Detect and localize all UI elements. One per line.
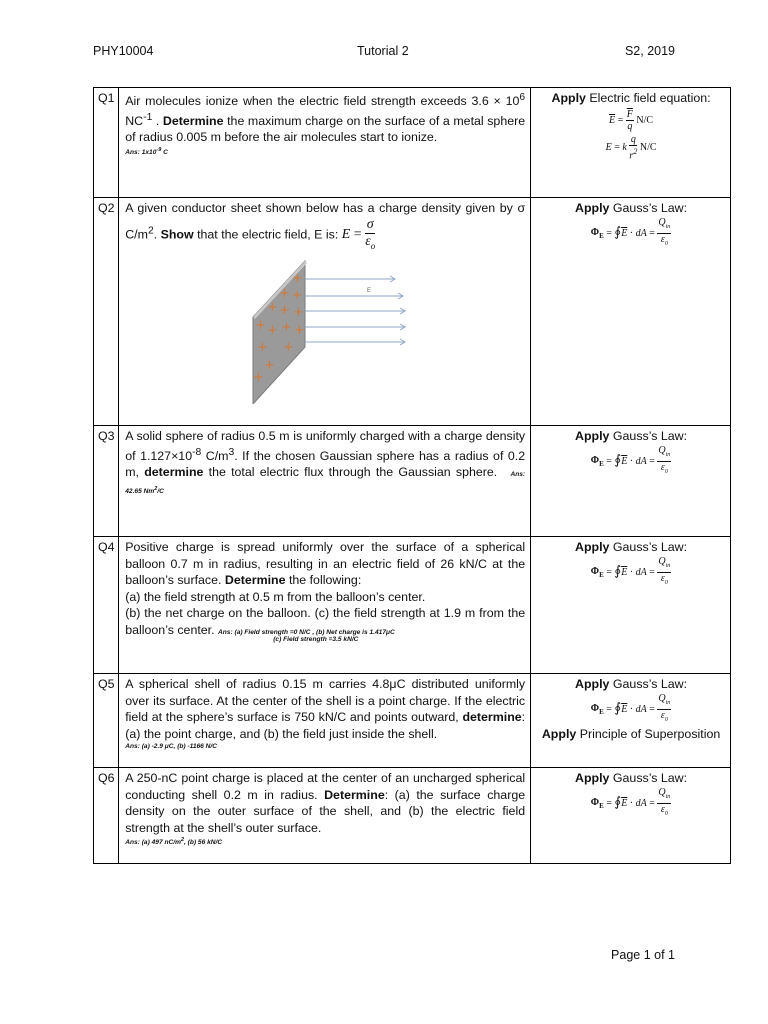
apply-label: Apply: [575, 429, 610, 443]
question-text-part: Positive charge is spread uniformly over the surface of a spherical balloon 0.7 m in radius, resulting in an electric field of 26 kN/C at the balloon’s surface.: [125, 540, 526, 588]
course-code: PHY10004: [93, 44, 154, 58]
question-text: [119, 426, 531, 537]
question-row-q4: [94, 537, 731, 674]
integral-sign: ∮: [614, 793, 622, 809]
hint-cell: [531, 88, 731, 198]
answer-text: /C: [157, 487, 164, 495]
var-e: $\overline{E}$: [621, 566, 628, 578]
var-q: Q: [658, 216, 666, 228]
question-text-part: . If the chosen Gaussian sphere has a radius of 0.2 m,: [125, 448, 526, 480]
equals-sign: =: [649, 703, 655, 715]
subscript: in: [665, 699, 671, 706]
hint-label: Principle of Superposition: [579, 726, 721, 741]
var-da: dA: [635, 566, 647, 578]
question-number: Q1: [94, 88, 119, 198]
question-number: Q4: [94, 537, 119, 674]
svg-text:+: +: [283, 340, 295, 356]
subscript: 0: [664, 240, 668, 247]
equals-sign: =: [614, 141, 620, 153]
answer-note: Ans: (a) Field strength =0 N/C , (b) Net charge is 1.417μC: [218, 628, 395, 636]
field-lines: [305, 276, 405, 345]
gauss-law-formula: $\Phi_E$ = $∮\overline{E}$ · dA = $\frac{Q_{in}}{\varepsilon_0}$: [537, 693, 725, 726]
question-row-q2: [94, 198, 731, 426]
keyword: Determine: [324, 787, 385, 802]
subscript: o: [370, 240, 376, 251]
question-text-part: (b) the net charge on the balloon. (c) the field strength at 1.9 m from the balloon’s center.: [125, 606, 526, 637]
question-text-part: the following:: [285, 573, 362, 588]
fraction: [629, 134, 637, 161]
var-e: E: [605, 141, 612, 153]
numerator: [657, 445, 671, 462]
integral-sign: ∮: [614, 699, 622, 715]
svg-text:+: +: [257, 340, 269, 356]
subscript: E: [599, 802, 604, 811]
var-q: Q: [658, 692, 666, 704]
svg-text:+: +: [293, 305, 305, 321]
var-e: $\overline{E}$: [609, 114, 616, 126]
superscript: 2: [180, 837, 184, 844]
var-phi: Φ: [590, 455, 600, 467]
var-r: r: [629, 149, 634, 161]
denominator: [657, 234, 671, 250]
question-text-part: NC: [125, 113, 144, 128]
gauss-law-formula: $\Phi_E$ = $∮\overline{E}$ · dA = $\frac{Q_{in}}{\varepsilon_0}$: [537, 787, 725, 820]
superscript: 2: [633, 146, 638, 156]
document-title: Tutorial 2: [357, 44, 409, 58]
apply-label: Apply: [551, 91, 586, 105]
question-number: Q3: [94, 426, 119, 537]
var-phi: Φ: [590, 703, 600, 715]
denominator: [657, 573, 671, 589]
answer-text: Ans: (a) 497 nC/m: [125, 839, 181, 847]
var-da: dA: [635, 227, 647, 239]
var-phi: Φ: [590, 797, 600, 809]
equals-sign: =: [649, 566, 655, 578]
var-epsilon: ε: [660, 803, 665, 815]
fraction: [365, 217, 375, 254]
hint-cell: [531, 537, 731, 674]
var-e: E: [341, 227, 351, 243]
question-text: [119, 768, 531, 864]
question-text: [119, 674, 531, 768]
numerator: σ: [366, 216, 374, 232]
gauss-law-formula: $\Phi_E$ = $∮\overline{E}$ · dA = $\frac{Q_{in}}{\varepsilon_0}$: [537, 445, 725, 478]
superscript: 6: [519, 92, 526, 103]
hint-cell: [531, 768, 731, 864]
answer-note: Ans: (a) -2.9 μC, (b) -1166 N/C: [125, 743, 218, 751]
fraction: [626, 109, 634, 132]
svg-text:+: +: [255, 318, 267, 334]
subscript: E: [599, 571, 604, 580]
unit: N/C: [639, 141, 657, 153]
var-q: Q: [658, 444, 666, 456]
semester-label: S2, 2019: [624, 44, 675, 58]
svg-text:+: +: [253, 370, 265, 386]
question-text-part: : (a) the surface charge density on the outer surface of the shell, and (b) the electric field strength at the shell’s outer surface.: [125, 787, 526, 835]
svg-text:+: +: [294, 323, 306, 339]
var-e: $\overline{E}$: [621, 455, 628, 467]
fraction: [657, 556, 671, 589]
answer-note: [125, 836, 525, 847]
equals-sign: =: [606, 703, 612, 715]
var-da: dA: [635, 455, 647, 467]
var-epsilon: ε: [660, 461, 665, 473]
keyword: Determine: [224, 573, 286, 588]
hint-label: Gauss’s Law:: [612, 540, 688, 554]
gauss-law-formula: $\Phi_E$ = $∮\overline{E}$ · dA = $\frac{Q_{in}}{\varepsilon_0}$: [537, 556, 725, 589]
subscript: in: [665, 793, 671, 800]
question-text-part: A spherical shell of radius 0.15 m carries 4.8μC distributed uniformly over its surface. At the center of the shell is a point charge. If the electric field at the sphere’s surface is 750 kN/C and points outward,: [125, 677, 526, 725]
integral-sign: ∮: [614, 451, 622, 467]
answer-text: x10: [145, 149, 157, 157]
hint-cell: [531, 198, 731, 426]
subscript: E: [599, 232, 604, 241]
equals-sign: =: [606, 566, 612, 578]
equals-sign: =: [649, 227, 655, 239]
denominator: [657, 710, 671, 726]
superscript: -1: [143, 111, 153, 123]
answer-text: Ans: 42.65 Nm: [125, 471, 526, 495]
equals-sign: =: [617, 114, 624, 126]
numerator: $\overline{F}$: [626, 108, 633, 120]
superscript: 2: [154, 485, 158, 492]
answer-note: (c) Field strength =3.5 kN/C: [273, 635, 359, 643]
denominator: [629, 146, 637, 161]
svg-text:+: +: [292, 288, 304, 304]
subscript: E: [599, 460, 604, 469]
question-text-part: the total electric flux through the Gaussian sphere.: [203, 465, 498, 480]
numerator: q: [630, 133, 636, 145]
subscript: E: [599, 708, 604, 717]
question-text-part: that the electric field, E is:: [193, 227, 342, 242]
apply-label: Apply: [575, 201, 610, 215]
apply-label: Apply: [575, 540, 610, 554]
var-phi: Φ: [590, 227, 600, 239]
var-q: Q: [658, 786, 666, 798]
equals-sign: =: [606, 797, 612, 809]
svg-text:+: +: [279, 303, 291, 319]
var-phi: Φ: [590, 566, 600, 578]
question-row-q6: [94, 768, 731, 864]
var-e: $\overline{E}$: [621, 703, 628, 715]
charged-sheet-figure: [245, 259, 415, 404]
keyword: determine: [462, 710, 522, 725]
hint-label: Gauss’s Law:: [612, 201, 688, 215]
equals-sign: =: [606, 455, 612, 467]
sheet-field-formula: [341, 216, 376, 251]
var-q: Q: [658, 555, 666, 567]
question-row-q3: [94, 426, 731, 537]
subscript: in: [665, 223, 671, 230]
fraction: [657, 445, 671, 478]
apply-label: Apply: [575, 771, 610, 785]
var-da: dA: [635, 797, 647, 809]
answer-note: [125, 146, 525, 157]
equals-sign: =: [649, 797, 655, 809]
numerator: [657, 556, 671, 573]
var-epsilon: ε: [660, 233, 665, 245]
answer-text: C: [161, 149, 168, 157]
question-text-part: A 250-nC point charge is placed at the center of an uncharged spherical conducting shell 0.2 m in radius.: [125, 771, 526, 802]
subscript: in: [665, 451, 671, 458]
field-label-e: E: [367, 288, 372, 295]
fraction: [657, 217, 671, 250]
subscript: 0: [664, 716, 668, 723]
var-k: k: [622, 141, 627, 153]
question-text-part: : (a) the point charge, and (b) the field just inside the shell.: [125, 710, 526, 741]
field-equation-2: [537, 134, 725, 161]
question-number: Q6: [94, 768, 119, 864]
integral-sign: ∮: [614, 223, 622, 239]
integral-sign: ∮: [614, 562, 622, 578]
var-e: $\overline{E}$: [621, 797, 628, 809]
hint-label: Gauss’s Law:: [612, 771, 688, 785]
subscript: 0: [664, 579, 668, 586]
equals-sign: =: [606, 227, 612, 239]
hint-label: Gauss’s Law:: [612, 677, 688, 691]
question-text-part: Air molecules ionize when the electric field strength exceeds 3.6 × 10: [125, 94, 520, 109]
question-row-q1: [94, 88, 731, 198]
numerator: [657, 693, 671, 710]
apply-label: Apply: [541, 726, 577, 741]
svg-text:+: +: [267, 300, 279, 316]
question-row-q5: [94, 674, 731, 768]
question-text: [119, 198, 531, 426]
question-subpart: (a) the field strength at 0.5 m from the balloon’s center.: [125, 589, 426, 604]
fraction: [657, 693, 671, 726]
question-text-part: C/m: [201, 448, 229, 463]
hint-cell: [531, 426, 731, 537]
var-da: dA: [635, 703, 647, 715]
equals-sign: =: [353, 227, 362, 243]
fraction: [657, 787, 671, 820]
svg-text:+: +: [279, 286, 291, 302]
svg-text:+: +: [292, 271, 304, 287]
var-e: $\overline{E}$: [621, 227, 628, 239]
gauss-law-formula: $\Phi_E$ = $∮\overline{E}$ · dA = $\frac{Q_{in}}{\varepsilon_0}$: [537, 217, 725, 250]
denominator: [365, 234, 375, 254]
superscript: 2: [147, 225, 154, 237]
field-equation-1: [537, 109, 725, 132]
keyword: Determine: [162, 113, 224, 128]
question-text-part: A solid sphere of radius 0.5 m is uniformly charged with a charge density of 1.127×10: [125, 429, 526, 463]
numerator: [657, 787, 671, 804]
superscript: -8: [192, 446, 202, 458]
denominator: [657, 804, 671, 820]
question-text-part: .: [153, 227, 161, 242]
tutorial-table: [93, 87, 731, 864]
denominator: [657, 462, 671, 478]
question-number: Q5: [94, 674, 119, 768]
subscript: 0: [664, 468, 668, 475]
answer-text: , (b) 56 kN/C: [184, 839, 223, 847]
keyword: determine: [144, 465, 204, 480]
subscript: in: [665, 562, 671, 569]
denominator: q: [627, 120, 633, 132]
unit: N/C: [636, 114, 654, 126]
var-epsilon: ε: [365, 233, 371, 249]
question-text-part: the maximum charge on the surface of a metal sphere of radius 0.005 m before the air molecules start to ionize.: [125, 113, 526, 145]
subscript: 0: [664, 810, 668, 817]
question-number: Q2: [94, 198, 119, 426]
apply-label: Apply: [575, 677, 610, 691]
numerator: [657, 217, 671, 234]
page-number: Page 1 of 1: [611, 948, 675, 962]
hint-label: Electric field equation:: [589, 91, 711, 105]
keyword: Show: [160, 227, 194, 242]
question-text: [119, 88, 531, 198]
superscript: 3: [228, 446, 235, 458]
question-text-part: .: [152, 113, 163, 128]
var-epsilon: ε: [660, 572, 665, 584]
hint-cell: [531, 674, 731, 768]
question-text: [119, 537, 531, 674]
superscript: -9: [156, 147, 162, 154]
var-epsilon: ε: [660, 709, 665, 721]
question-text-part: A given conductor sheet shown below has a charge density given by σ C/m: [125, 201, 526, 242]
equals-sign: =: [649, 455, 655, 467]
svg-text:+: +: [281, 320, 293, 336]
answer-text: Ans: 1: [125, 149, 146, 157]
hint-label: Gauss’s Law:: [612, 429, 688, 443]
svg-text:+: +: [267, 323, 279, 339]
svg-text:+: +: [264, 358, 276, 374]
